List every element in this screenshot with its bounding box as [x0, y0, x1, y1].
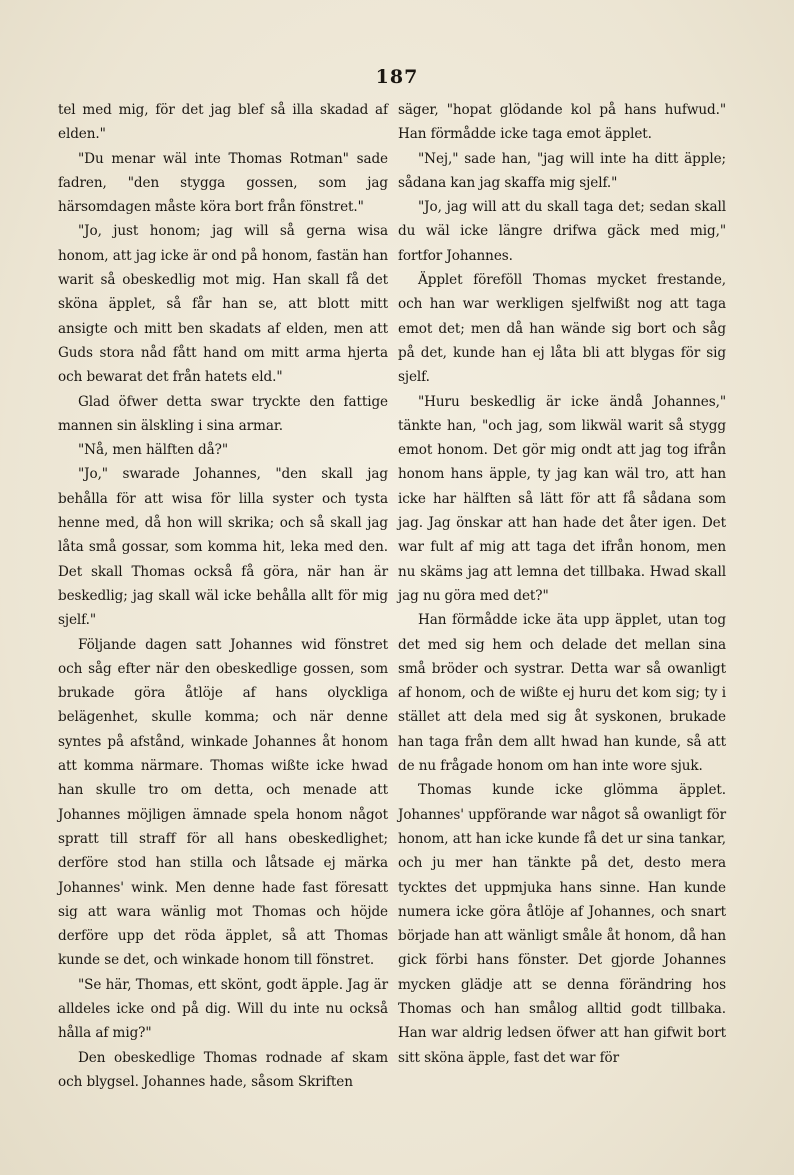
page-number: 187: [375, 66, 419, 88]
paragraph: "Huru beskedlig är icke ändå Johannes," tänkte han, "och jag, som likwäl warit så stygg emot honom. Det gör mig ondt att jag tog ifrån honom hans äpple, ty jag kan wäl tro, att han icke har hälften så lätt för att få sådana som jag. Jag önskar att han hade det åter igen. Det war fult af mig att taga det ifrån honom, men nu skäms jag att lemna det tillbaka. Hwad skall jag nu göra med det?": [398, 393, 726, 604]
paragraph: Glad öfwer detta swar tryckte den fattige mannen sin älskling i sina armar.: [58, 393, 388, 434]
paragraph: "Jo, jag will att du skall taga det; sedan skall du wäl icke längre drifwa gäck med mig," fortfor Johannes.: [398, 199, 726, 264]
paragraph: Den obeskedlige Thomas rodnade af skam och blygsel. Johannes hade, såsom Skriften: [58, 1049, 388, 1090]
paragraph: Äpplet föreföll Thomas mycket frestande, och han war werkligen sjelfwißt nog att taga emot det; men då han wände sig bort och såg på det, kunde han ej låta bli att blygas för sig sjelf.: [398, 272, 726, 386]
paragraph: "Nej," sade han, "jag will inte ha ditt äpple; sådana kan jag skaffa mig sjelf.": [398, 150, 726, 191]
paragraph: tel med mig, för det jag blef så illa skadad af elden.": [58, 102, 388, 143]
paragraph: "Nå, men hälften då?": [78, 442, 228, 459]
paragraph: "Se här, Thomas, ett skönt, godt äpple. Jag är alldeles icke ond på dig. Will du inte nu också hålla af mig?": [58, 976, 388, 1042]
left-text-column: [58, 98, 388, 1094]
paragraph: Thomas kunde icke glömma äpplet. Johannes' uppförande war något så owanligt för honom, att han icke kunde få det ur sina tankar, och ju mer han tänkte på det, desto mera tycktes det uppmjuka hans sinne. Han kunde numera icke göra åtlöje af Johannes, och snart började han att wänligt småle åt honom, då han gick förbi hans fönster. Det gjorde Johannes mycken glädje att se denna förändring hos Thomas och han smålog alltid godt tillbaka. Han war aldrig ledsen öfwer att han gifwit bort sitt sköna äpple, fast det war för: [398, 782, 726, 1066]
paragraph: "Jo, just honom; jag will så gerna wisa honom, att jag icke är ond på honom, fastän han warit så obeskedlig mot mig. Han skall få det sköna äpplet, så får han se, att blott mitt ansigte och mitt ben skadats af elden, men att Guds stora nåd fått hand om mitt arma hjerta och bewarat det från hatets eld.": [58, 223, 388, 386]
paragraph: Följande dagen satt Johannes wid fönstret och såg efter när den obeskedlige gossen, som brukade göra åtlöje af hans olyckliga belägenhet, skulle komma; och när denne syntes på afstånd, winkade Johannes åt honom att komma närmare. Thomas wißte icke hwad han skulle tro om detta, och menade att Johannes möjligen ämnade spela honom något spratt till straff för all hans obeskedlighet; derföre stod han stilla och låtsade ej märka Johannes' wink. Men denne hade fast föresatt sig att wara wänlig mot Thomas och höjde derföre upp det röda äpplet, så att Thomas kunde se det, och winkade honom till fönstret.: [58, 636, 388, 969]
paragraph: "Du menar wäl inte Thomas Rotman" sade fadren, "den styggа gossen, som jag härsomdagen måste köra bort från fönstret.": [58, 150, 388, 216]
paragraph: Han förmådde icke äta upp äpplet, utan tog det med sig hem och delade det mellan sina små bröder och systrar. Detta war så owanligt af honom, och de wißte ej huru det kom sig; ty i stället att dela med sig åt syskonen, brukade han taga från dem allt hwad han kunde, så att de nu frågade honom om han inte wore sjuk.: [398, 612, 726, 775]
right-text-column: [398, 98, 726, 1070]
paragraph: säger, "hopat glödande kol på hans hufwud." Han förmådde icke taga emot äpplet.: [398, 102, 726, 143]
paragraph: "Jo," swarade Johannes, "den skall jag behålla för att wisa för lilla syster och tysta henne med, då hon will skrika; och så skall jag låta små gossar, som komma hit, leka med den. Det skall Thomas också få göra, när han är beskedlig; jag skall wäl icke behålla allt för mig sjelf.": [58, 466, 388, 629]
